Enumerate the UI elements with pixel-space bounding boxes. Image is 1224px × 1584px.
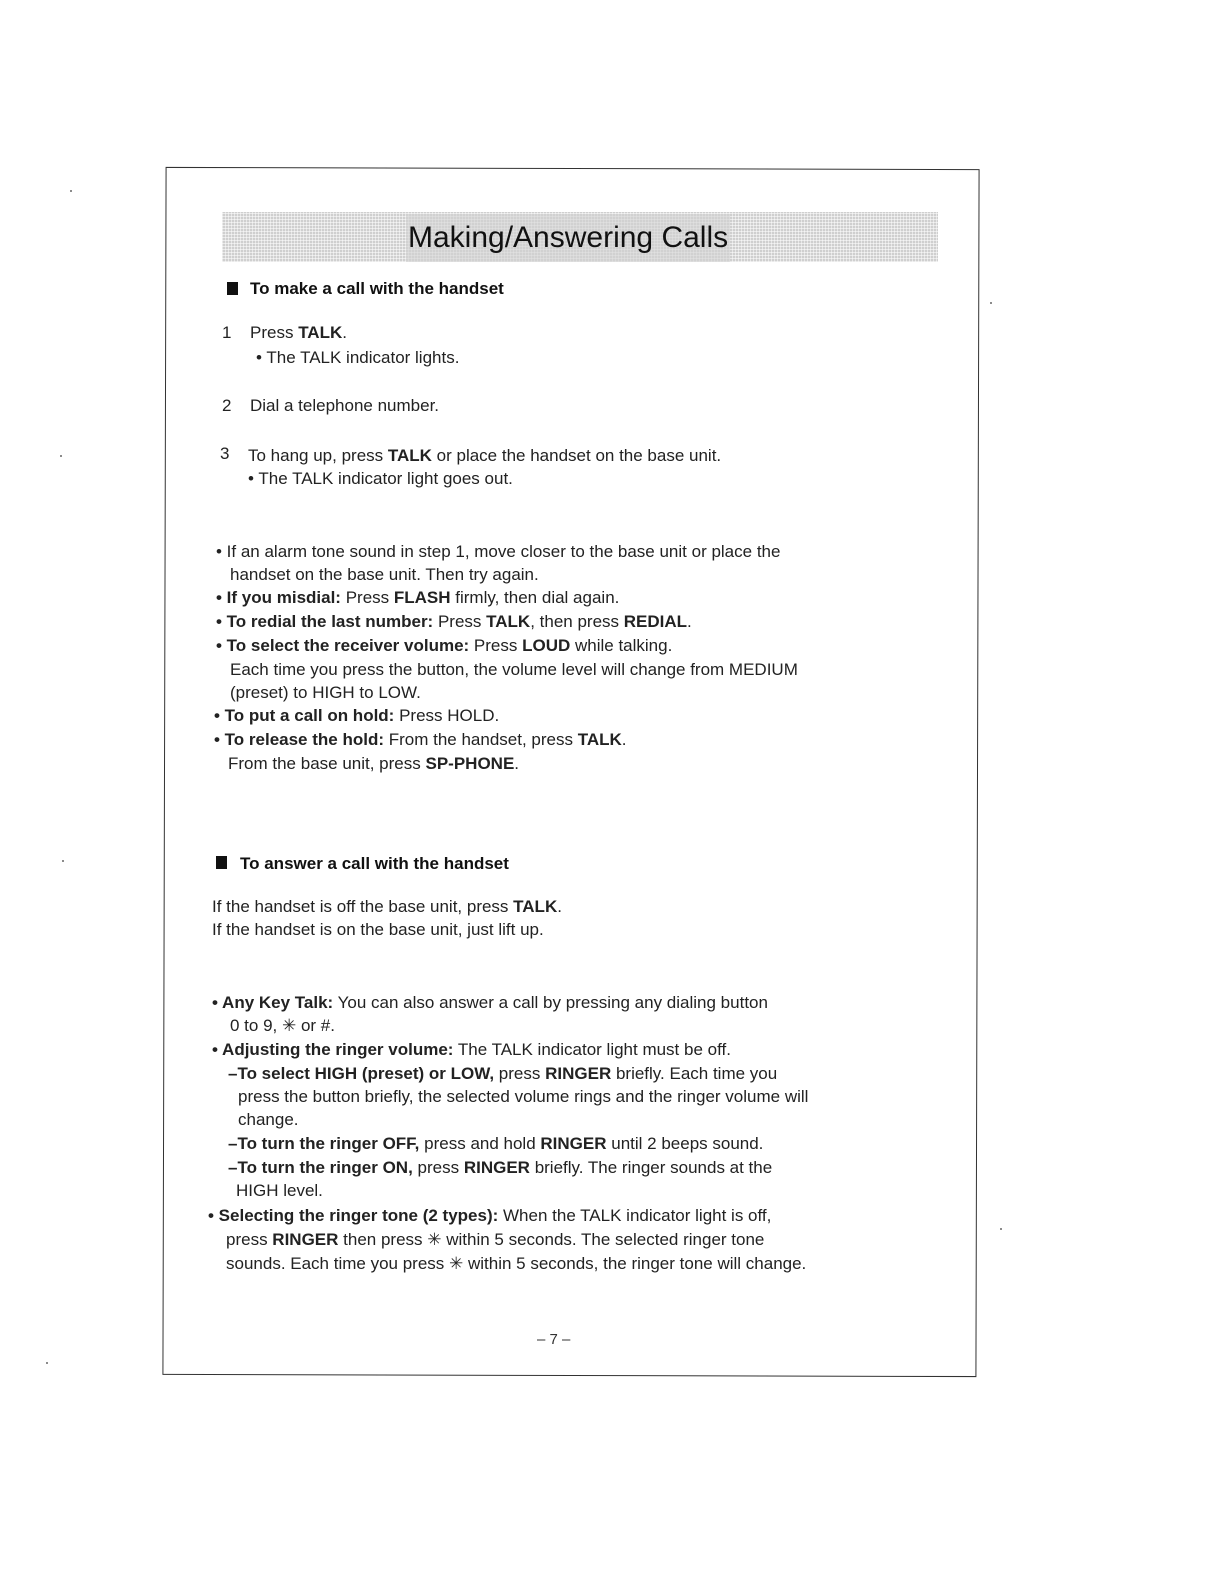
step-number: 2 — [222, 396, 232, 415]
ringer-off: –To turn the ringer OFF, press and hold RINGER until 2 beeps sound. — [228, 1134, 764, 1153]
ringer-select-high-low-line2: press the button briefly, the selected volume rings and the ringer volume will — [238, 1087, 809, 1106]
step-3-text: To hang up, press TALK or place the handset on the base unit. — [248, 446, 722, 465]
ringer-on: –To turn the ringer ON, press RINGER briefly. The ringer sounds at the — [228, 1158, 773, 1177]
step-1-sub: • The TALK indicator lights. — [256, 348, 460, 367]
section-bullet-square — [227, 282, 238, 295]
note-receiver-volume-line3: (preset) to HIGH to LOW. — [230, 683, 421, 702]
bullet-ringer-tone: • Selecting the ringer tone (2 types): When the TALK indicator light is off, — [208, 1206, 772, 1225]
bullet-ringer-volume: • Adjusting the ringer volume: The TALK indicator light must be off. — [212, 1040, 731, 1059]
note-release-hold-line2: From the base unit, press SP-PHONE. — [228, 754, 520, 773]
note-hold: • To put a call on hold: Press HOLD. — [214, 706, 500, 725]
bullet-any-key-talk-line2: 0 to 9, ✳ or #. — [230, 1016, 335, 1035]
page-title: Making/Answering Calls — [406, 214, 730, 262]
note-alarm-line1: • If an alarm tone sound in step 1, move closer to the base unit or place the — [216, 542, 781, 561]
note-misdial: • If you misdial: Press FLASH firmly, then dial again. — [216, 588, 620, 607]
section-heading-answer-call: To answer a call with the handset — [240, 854, 509, 873]
note-receiver-volume-line2: Each time you press the button, the volume level will change from MEDIUM — [230, 660, 798, 679]
scan-speck — [62, 860, 64, 862]
step-1-text: Press TALK. — [250, 323, 347, 342]
scan-speck — [990, 302, 992, 304]
step-number: 3 — [220, 444, 230, 463]
bullet-ringer-tone-line2: press RINGER then press ✳ within 5 seconds. The selected ringer tone — [226, 1230, 765, 1249]
section-bullet-square — [216, 856, 227, 869]
answer-line2: If the handset is on the base unit, just lift up. — [212, 920, 544, 939]
bullet-ringer-tone-line3: sounds. Each time you press ✳ within 5 seconds, the ringer tone will change. — [226, 1254, 807, 1273]
page-number: – 7 – — [537, 1331, 571, 1348]
ringer-on-line2: HIGH level. — [236, 1181, 323, 1200]
scan-speck — [60, 455, 62, 457]
scan-speck — [1000, 1228, 1002, 1230]
step-number: 1 — [222, 323, 232, 342]
ringer-select-high-low: –To select HIGH (preset) or LOW, press RINGER briefly. Each time you — [228, 1064, 778, 1083]
note-release-hold: • To release the hold: From the handset, press TALK. — [214, 730, 627, 749]
step-3-sub: • The TALK indicator light goes out. — [248, 469, 513, 488]
bullet-any-key-talk: • Any Key Talk: You can also answer a call by pressing any dialing button — [212, 993, 768, 1012]
section-heading-make-call: To make a call with the handset — [250, 279, 504, 298]
scan-speck — [70, 190, 72, 192]
ringer-select-high-low-line3: change. — [238, 1110, 299, 1129]
scan-speck — [46, 1362, 48, 1364]
note-receiver-volume: • To select the receiver volume: Press LOUD while talking. — [216, 636, 673, 655]
answer-line1: If the handset is off the base unit, press TALK. — [212, 897, 562, 916]
note-redial: • To redial the last number: Press TALK, then press REDIAL. — [216, 612, 692, 631]
step-2-text: Dial a telephone number. — [250, 396, 440, 415]
note-alarm-line2: handset on the base unit. Then try again. — [230, 565, 539, 584]
